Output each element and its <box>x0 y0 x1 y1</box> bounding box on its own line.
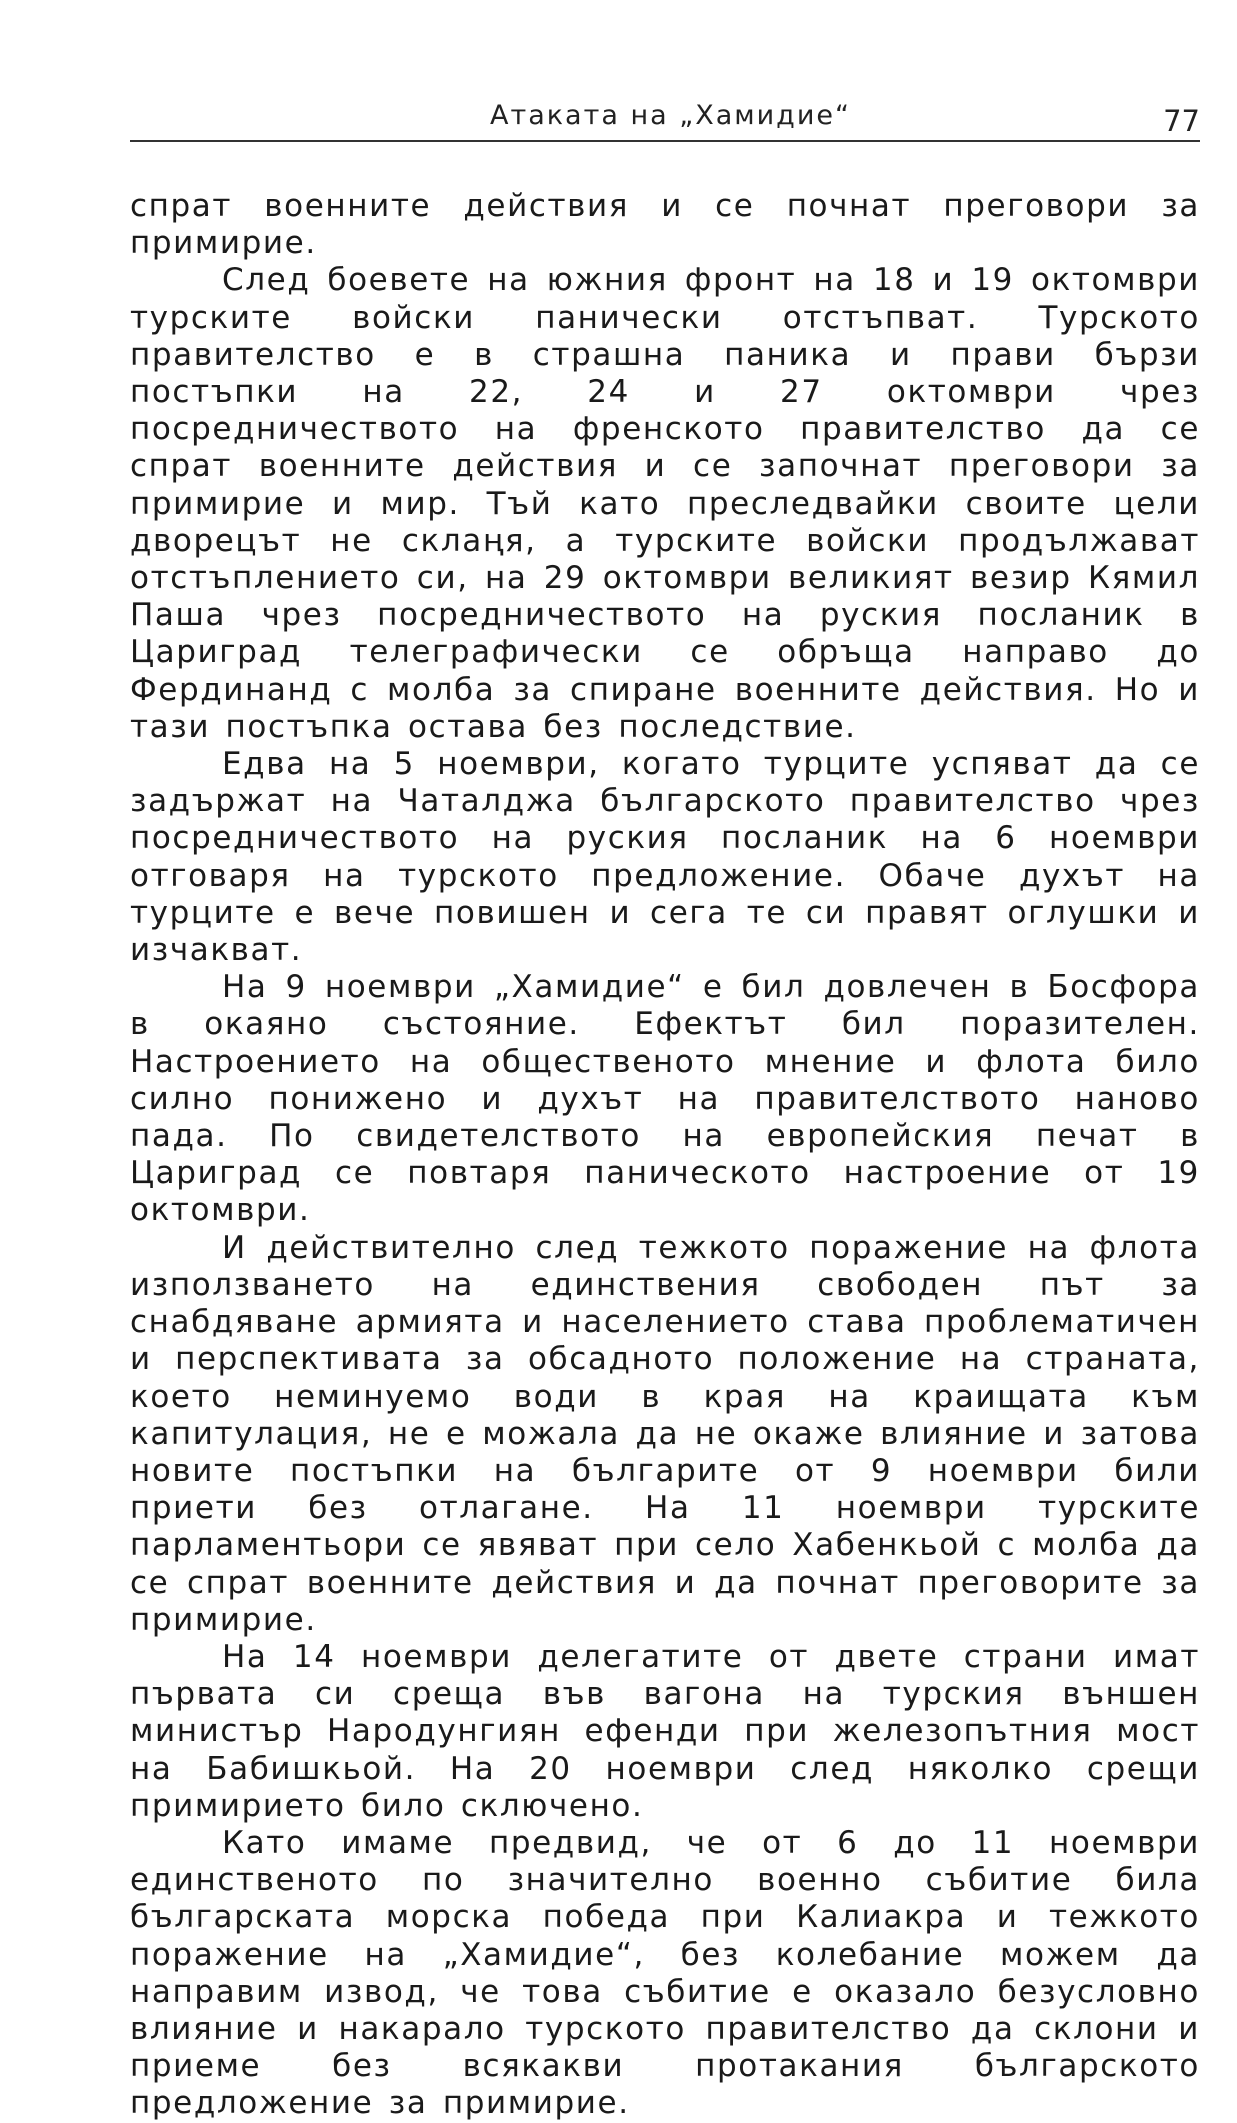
paragraph: След боевете на южния фронт на 18 и 19 октомври турските войски панически отстъпват. Турското правителство е в страшна паника и прави бързи постъпки на 22, 24 и 27 октомври чрез посредничеството на френското правителство да се спрат военните действия и се започнат преговори за примирие и мир. Тъй като преследвайки своите цели дворецът не склаңя, а турските войски продължават отстъплението си, на 29 октомври великият везир Кямил Паша чрез посредничеството на руския посланик в Цариград телеграфически се обръща направо до Фердинанд с молба за спиране военните действия. Но и тази постъпка остава без последствие. <box>130 262 1200 745</box>
header-rule <box>130 140 1200 142</box>
paragraph: На 14 ноември делегатите от двете страни имат първата си среща във вагона на турския външен министър Народунгиян ефенди при железопътния мост на Бабишкьой. На 20 ноември след няколко срещи примирието било сключено. <box>130 1638 1200 1824</box>
paragraph: Едва на 5 ноември, когато турците успяват да се задържат на Чаталджа българското правителство чрез посредничеството на руския посланик на 6 ноември отговаря на турското предложение. Обаче духът на турците е вече повишен и сега те си правят оглушки и изчакват. <box>130 746 1200 969</box>
running-header-title: Атаката на „Хамидие“ <box>490 100 851 131</box>
paragraph: Като имаме предвид, че от 6 до 11 ноември единственото по значително военно събитие била българската морска победа при Калиакра и тежкото поражение на „Хамидие“, без колебание можем да направим извод, че това събитие е оказало безусловно влияние и накарало турското правителство да склони и приеме без всякакви протакания българското предложение за примирие. <box>130 1824 1200 2122</box>
running-header <box>130 96 1225 142</box>
paragraph: На 9 ноември „Хамидие“ е бил довлечен в Босфора в окаяно състояние. Ефектът бил поразителен. Настроението на общественото мнение и флота било силно понижено и духът на правителството наново пада. По свидетелството на европейския печат в Цариград се повтаря паническото настроение от 19 октомври. <box>130 969 1200 1229</box>
body-text <box>130 188 1200 2123</box>
paragraph-continuation: спрат военните действия и се почнат преговори за примирие. <box>130 188 1200 262</box>
page-number: 77 <box>1163 104 1200 138</box>
book-page <box>130 96 1225 2122</box>
paragraph: И действително след тежкото поражение на флота използването на единствения свободен път за снабдяване армията и населението става проблематичен и перспективата за обсадното положение на страната, което неминуемо води в края на краищата към капитулация, не е можала да не окаже влияние и затова новите постъпки на българите от 9 ноември били приети без отлагане. На 11 ноември турските парламентьори се явяват при село Хабенкьой с молба да се спрат военните действия и да почнат преговорите за примирие. <box>130 1229 1200 1638</box>
